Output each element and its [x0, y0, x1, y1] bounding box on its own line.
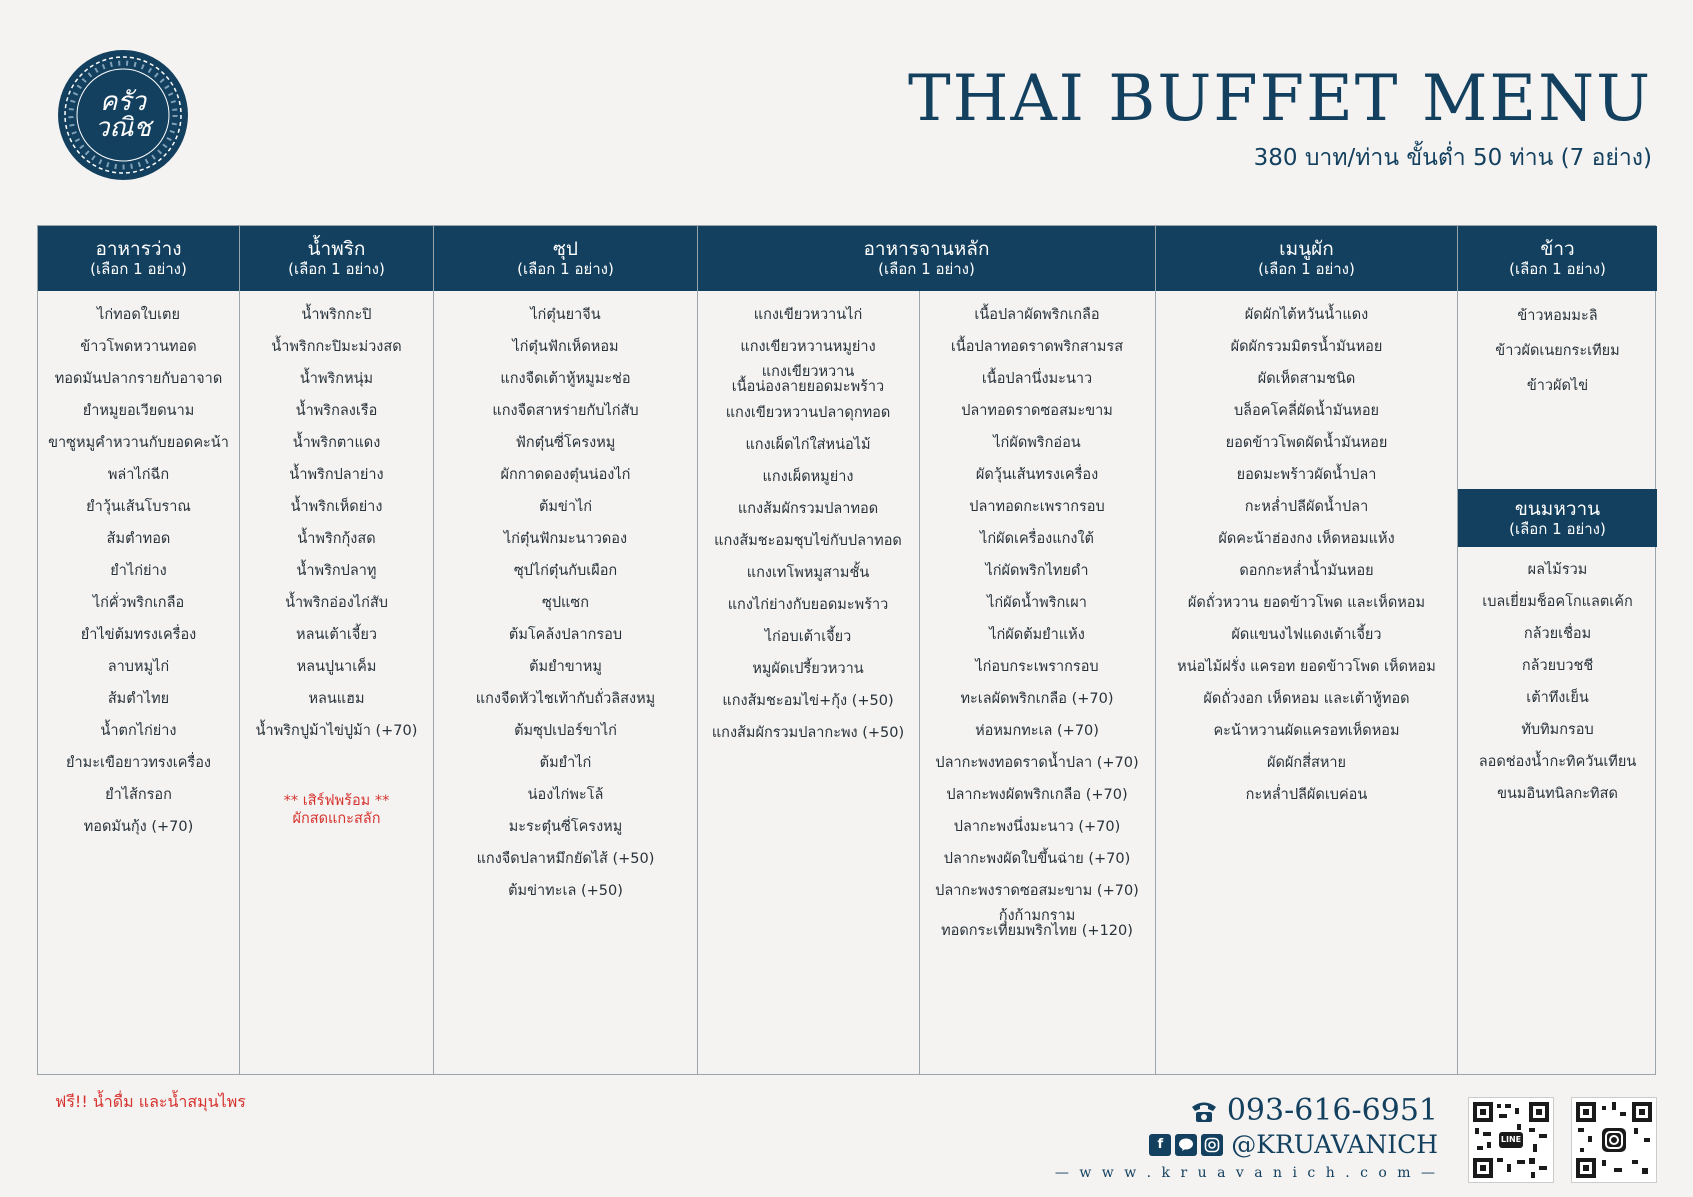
column-title: อาหารว่าง — [95, 238, 182, 260]
item-list — [38, 299, 239, 843]
menu-item: หลนแฮม — [308, 691, 365, 707]
menu-item: หน่อไม้ฝรั่ง แครอท ยอดข้าวโพด เห็ดหอม — [1177, 659, 1436, 675]
menu-item: เบลเยี่ยมช็อคโกแลตเค้ก — [1482, 594, 1633, 610]
menu-item: แกงจืดปลาหมึกยัดไส้ (+50) — [476, 851, 655, 867]
menu-item: ปลากะพงราดซอสมะขาม (+70) — [935, 883, 1139, 899]
phone-icon — [1189, 1098, 1219, 1124]
line-icon[interactable] — [1175, 1134, 1197, 1156]
menu-item: ผัดผักไต้หวันน้ำแดง — [1244, 307, 1369, 323]
column-title: ข้าว — [1540, 238, 1575, 260]
menu-item: ผัดคะน้าฮ่องกง เห็ดหอมแห้ง — [1218, 531, 1395, 547]
menu-item: ผัดผักรวมมิตรน้ำมันหอย — [1230, 339, 1383, 355]
menu-item: แกงจืดหัวไชเท้ากับถั่วลิสงหมู — [475, 691, 656, 707]
column-main-dishes — [698, 226, 1156, 1074]
menu-item: ยอดข้าวโพดผัดน้ำมันหอย — [1225, 435, 1388, 451]
menu-item: คะน้าหวานผัดแครอทเห็ดหอม — [1213, 723, 1400, 739]
menu-item: เนื้อปลาทอดราดพริกสามรส — [950, 339, 1124, 355]
menu-item: ปลากะพงผัดพริกเกลือ (+70) — [946, 787, 1128, 803]
menu-item: แกงเขียวหวานหมูย่าง — [740, 339, 876, 355]
menu-item: กะหล่ำปลีผัดเบค่อน — [1245, 787, 1368, 803]
menu-item: ปลากะพงทอดราดน้ำปลา (+70) — [935, 755, 1139, 771]
menu-table — [37, 225, 1656, 1075]
menu-item: ปลากะพงผัดใบขึ้นฉ่าย (+70) — [943, 851, 1131, 867]
menu-item: ฟักตุ๋นซี่โครงหมู — [515, 435, 616, 451]
menu-item: ขนมอินทนิลกะทิสด — [1497, 786, 1618, 802]
menu-item: กล้วยบวชชี — [1521, 658, 1594, 674]
item-list — [240, 299, 433, 747]
column-title: เมนูผัก — [1279, 238, 1334, 260]
phone-contact[interactable] — [1189, 1093, 1438, 1128]
menu-item: น้ำพริกกะปิมะม่วงสด — [271, 339, 402, 355]
column-header — [1458, 226, 1657, 291]
menu-item: ไก่ผัดเครื่องแกงใต้ — [980, 531, 1094, 547]
item-list — [434, 299, 697, 907]
menu-item: ทับทิมกรอบ — [1521, 722, 1594, 738]
menu-item: ข้าวผัดไข่ — [1526, 378, 1589, 394]
item-list — [1156, 299, 1457, 811]
menu-item: น้ำพริกกะปิ — [301, 307, 372, 323]
column-chili-paste — [240, 226, 434, 1074]
menu-item: แกงส้มชะอมไข่+กุ้ง (+50) — [722, 693, 894, 709]
menu-item: ยำหมูยอเวียดนาม — [82, 403, 195, 419]
menu-item: ยำไส้กรอก — [105, 787, 172, 803]
menu-item: แกงจืดเต้าหู้หมูมะช่อ — [500, 371, 631, 387]
serving-note — [240, 792, 433, 828]
menu-item: เต้าทึงเย็น — [1526, 690, 1589, 706]
menu-item: ไก่ผัดพริกอ่อน — [993, 435, 1081, 451]
instagram-icon[interactable] — [1201, 1134, 1223, 1156]
menu-item: น้ำพริกลงเรือ — [295, 403, 378, 419]
column-vegetables — [1156, 226, 1458, 1074]
menu-item: ข้าวหอมมะลิ — [1517, 308, 1598, 324]
social-links — [1149, 1130, 1438, 1159]
menu-item: ข้าวผัดเนยกระเทียม — [1495, 343, 1620, 359]
column-header — [698, 226, 1155, 291]
menu-item: ยอดมะพร้าวผัดน้ำปลา — [1236, 467, 1377, 483]
menu-item: แกงเผ็ดหมูย่าง — [762, 469, 854, 485]
menu-item: ไก่ผัดพริกไทยดำ — [985, 563, 1089, 579]
qr-code-icon — [1572, 1098, 1656, 1182]
qr-line-label: LINE — [1500, 1135, 1522, 1144]
menu-item: ส้มตำทอด — [106, 531, 171, 547]
menu-item: ไก่ตุ๋นฟักเห็ดหอม — [512, 339, 619, 355]
column-soup — [434, 226, 698, 1074]
dessert-title: ขนมหวาน — [1514, 497, 1601, 520]
menu-item: ต้มโคล้งปลากรอบ — [508, 627, 623, 643]
menu-item: แกงเขียวหวาน เนื้อน่องลายยอดมะพร้าว — [731, 364, 885, 395]
menu-item: ไก่ตุ๋นยาจีน — [530, 307, 601, 323]
menu-item: น้ำตกไก่ย่าง — [100, 723, 177, 739]
brand-logo — [58, 50, 188, 180]
item-list-dessert — [1458, 554, 1657, 810]
column-header — [1156, 226, 1457, 291]
menu-item: น้ำพริกอ่องไก่สับ — [285, 595, 388, 611]
menu-item: ไก่ตุ๋นฟักมะนาวดอง — [503, 531, 628, 547]
menu-item: ผัดวุ้นเส้นทรงเครื่อง — [975, 467, 1099, 483]
column-header — [434, 226, 697, 291]
menu-item: ไก่คั่วพริกเกลือ — [92, 595, 185, 611]
menu-item: แกงเขียวหวานปลาดุกทอด — [725, 405, 891, 421]
column-subtitle: (เลือก 1 อย่าง) — [1509, 260, 1606, 278]
menu-item: ลอดช่องน้ำกะทิควันเทียน — [1478, 754, 1637, 770]
column-header — [240, 226, 433, 291]
column-subtitle: (เลือก 1 อย่าง) — [1258, 260, 1355, 278]
menu-item: ปลาทอดกะเพรากรอบ — [969, 499, 1105, 515]
column-subtitle: (เลือก 1 อย่าง) — [288, 260, 385, 278]
menu-item: ขาซูหมูคำหวานกับยอดคะน้า — [48, 435, 229, 451]
menu-item: แกงส้มผักรวมปลาทอด — [737, 501, 879, 517]
menu-item: ต้มข่าไก่ — [538, 499, 593, 515]
menu-item: ผักกาดดองตุ๋นน่องไก่ — [500, 467, 631, 483]
dessert-subtitle: (เลือก 1 อย่าง) — [1509, 519, 1606, 538]
item-list-left — [698, 299, 918, 749]
menu-item: น้ำพริกปูม้าไข่ปูม้า (+70) — [255, 723, 418, 739]
column-rice-dessert — [1458, 226, 1657, 1074]
menu-item: เนื้อปลาผัดพริกเกลือ — [974, 307, 1100, 323]
menu-item: หลนเต้าเจี้ยว — [296, 627, 377, 643]
menu-item: หมูผัดเปรี้ยวหวาน — [752, 661, 864, 677]
website-link[interactable]: — w w w . k r u a v a n i c h . c o m — — [1054, 1165, 1438, 1181]
logo-text: ครัววณิช — [94, 87, 152, 143]
menu-item: ต้มข่าทะเล (+50) — [508, 883, 623, 899]
menu-item: แกงส้มผักรวมปลากะพง (+50) — [711, 725, 905, 741]
menu-item: ยำมะเขือยาวทรงเครื่อง — [66, 755, 211, 771]
menu-item: ผลไม้รวม — [1527, 562, 1588, 578]
menu-item: ยำวุ้นเส้นโบราณ — [86, 499, 191, 515]
menu-item: ซุปไก่ตุ๋นกับเผือก — [513, 563, 618, 579]
serving-note-line2: ผักสดแกะสลัก — [292, 811, 381, 827]
free-drinks-note: ฟรี!! น้ำดื่ม และน้ำสมุนไพร — [55, 1092, 246, 1111]
menu-item: แกงส้มชะอมชุบไข่กับปลาทอด — [714, 533, 902, 549]
menu-item: น้ำพริกเห็ดย่าง — [290, 499, 383, 515]
instagram-qr-code[interactable] — [1571, 1097, 1657, 1183]
menu-item: ผัดถั่วหวาน ยอดข้าวโพด และเห็ดหอม — [1187, 595, 1426, 611]
line-qr-code[interactable] — [1468, 1097, 1554, 1183]
menu-item: แกงเผ็ดไก่ใส่หน่อไม้ — [745, 437, 871, 453]
menu-item: ปลากะพงนึ่งมะนาว (+70) — [953, 819, 1121, 835]
menu-item: ผัดผักสี่สหาย — [1266, 755, 1347, 771]
menu-item: ปลาทอดราดซอสมะขาม — [961, 403, 1113, 419]
page-title: THAI BUFFET MENU — [907, 62, 1652, 136]
item-list-right — [919, 299, 1155, 941]
dessert-header — [1458, 489, 1657, 547]
column-subtitle: (เลือก 1 อย่าง) — [878, 260, 975, 278]
menu-item: เนื้อปลานึ่งมะนาว — [981, 371, 1093, 387]
price-subtitle: 380 บาท/ท่าน ขั้นต่ำ 50 ท่าน (7 อย่าง) — [1253, 145, 1652, 171]
menu-item: น้ำพริกกุ้งสด — [297, 531, 376, 547]
column-title: อาหารจานหลัก — [863, 238, 990, 260]
menu-item: ไก่อบกระเพรากรอบ — [975, 659, 1099, 675]
menu-item: น้ำพริกหนุ่ม — [299, 371, 374, 387]
menu-item: ทะเลผัดพริกเกลือ (+70) — [960, 691, 1114, 707]
menu-item: ซุปแซก — [541, 595, 589, 611]
menu-item: ส้มตำไทย — [107, 691, 170, 707]
column-title: น้ำพริก — [307, 238, 366, 260]
menu-item: กล้วยเชื่อม — [1523, 626, 1592, 642]
column-subtitle: (เลือก 1 อย่าง) — [90, 260, 187, 278]
menu-item: กะหล่ำปลีผัดน้ำปลา — [1244, 499, 1369, 515]
column-subtitle: (เลือก 1 อย่าง) — [517, 260, 614, 278]
menu-item: พล่าไก่ฉีก — [107, 467, 170, 483]
menu-item: น้ำพริกปลาทู — [296, 563, 377, 579]
menu-item: แกงเขียวหวานไก่ — [753, 307, 863, 323]
menu-item: ไก่ผัดน้ำพริกเผา — [987, 595, 1087, 611]
menu-item: แกงเทโพหมูสามชั้น — [746, 565, 870, 581]
menu-item: กุ้งก้ามกราม ทอดกระเทียมพริกไทย (+120) — [941, 908, 1133, 939]
menu-item: ต้มยำไก่ — [539, 755, 592, 771]
menu-item: ผัดถั่วงอก เห็ดหอม และเต้าหู้ทอด — [1203, 691, 1410, 707]
menu-item: ต้มยำขาหมู — [529, 659, 602, 675]
menu-item: ไก่อบเต้าเจี้ยว — [764, 629, 852, 645]
column-appetizers — [38, 226, 240, 1074]
menu-item: ต้มซุปเปอร์ขาไก่ — [514, 723, 617, 739]
menu-item: ดอกกะหล่ำน้ำมันหอย — [1239, 563, 1374, 579]
menu-item: ยำไข่ต้มทรงเครื่อง — [80, 627, 197, 643]
menu-item: แกงไก่ย่างกับยอดมะพร้าว — [727, 597, 889, 613]
menu-item: น้ำพริกปลาย่าง — [289, 467, 384, 483]
menu-item: มะระตุ๋นซี่โครงหมู — [508, 819, 623, 835]
column-title: ซุป — [553, 238, 578, 260]
menu-item: ทอดมันกุ้ง (+70) — [83, 819, 194, 835]
column-header — [38, 226, 239, 291]
menu-item: ข้าวโพดหวานทอด — [80, 339, 197, 355]
menu-item: ทอดมันปลากรายกับอาจาด — [54, 371, 223, 387]
menu-item: ห่อหมกทะเล (+70) — [975, 723, 1099, 739]
menu-item: บล็อคโคลี่ผัดน้ำมันหอย — [1233, 403, 1380, 419]
menu-item: ไก่ทอดใบเตย — [97, 307, 180, 323]
facebook-icon[interactable]: f — [1149, 1134, 1171, 1156]
menu-item: น้ำพริกตาแดง — [292, 435, 381, 451]
menu-item: แกงจืดสาหร่ายกับไก่สับ — [492, 403, 639, 419]
serving-note-line1: ** เสิร์ฟพร้อม ** — [283, 793, 390, 809]
menu-item: ผัดแขนงไฟแดงเต้าเจี้ยว — [1231, 627, 1382, 643]
item-list-rice — [1458, 299, 1657, 404]
menu-item: น่องไก่พะโล้ — [527, 787, 604, 803]
social-handle[interactable]: @KRUAVANICH — [1231, 1130, 1438, 1159]
menu-item: ยำไก่ย่าง — [110, 563, 167, 579]
menu-item: ไก่ผัดต้มยำแห้ง — [989, 627, 1085, 643]
menu-item: หลนปูนาเค็ม — [296, 659, 377, 675]
menu-item: ลาบหมูไก่ — [107, 659, 170, 675]
phone-number: 093-616-6951 — [1226, 1093, 1438, 1128]
menu-item: ผัดเห็ดสามชนิด — [1257, 371, 1356, 387]
